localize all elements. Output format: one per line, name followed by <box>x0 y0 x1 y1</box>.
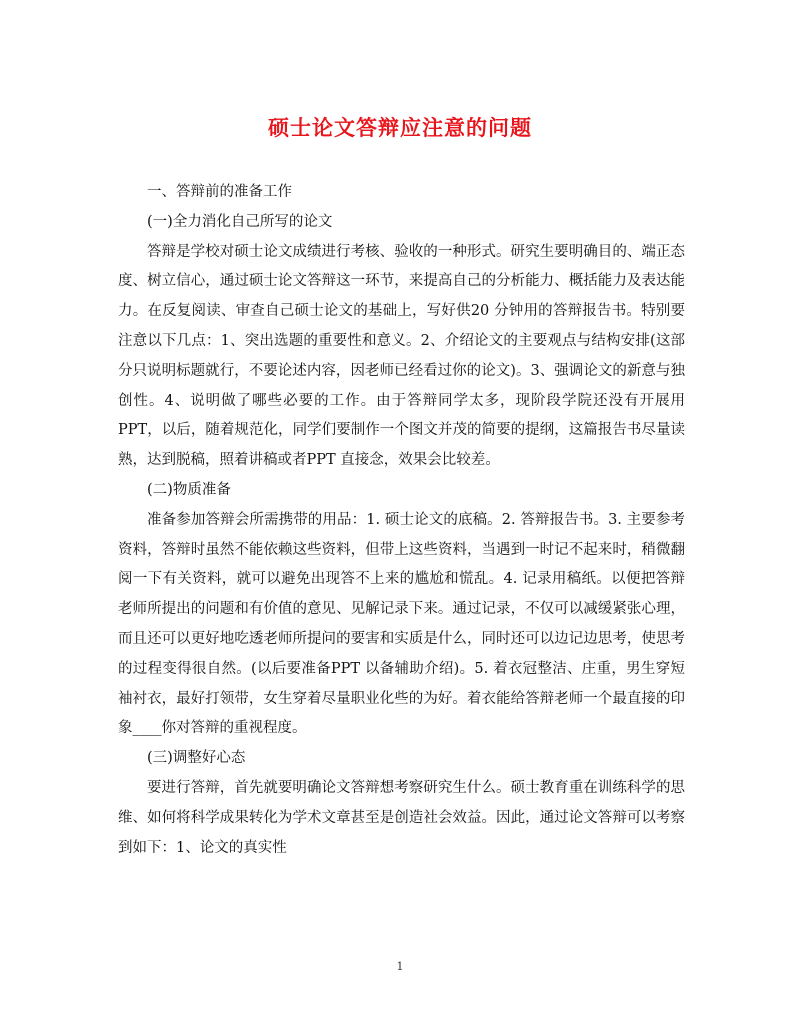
paragraph-mindset: 要进行答辩，首先就要明确论文答辩想考察研究生什么。硕士教育重在训练科学的思维、如何将科学成果转化为学术文章甚至是创造社会效益。因此，通过论文答辩可以考察到如下：1、论文的真实性 <box>118 779 685 856</box>
subsection-heading-material-prep: (二)物质准备 <box>147 481 231 498</box>
section-heading: 一、答辩前的准备工作 <box>147 184 292 200</box>
subsection-heading-digest-thesis: (一)全力消化自己所写的论文 <box>147 213 333 230</box>
paragraph-digest-thesis: 答辩是学校对硕士论文成绩进行考核、验收的一种形式。研究生要明确目的、端正态度、树立信心，通过硕士论文答辩这一环节，来提高自己的分析能力、概括能力及表达能力。在反复阅读、审查自己硕士论文的基础上，写好供20 分钟用的答辩报告书。特别要注意以下几点：1、突出选题的重要性和意义。2、介绍论文的主要观点与结构安排(这部分只说明标题就行，不要论述内容，因老师已经看过你的论文)。3、强调论文的新意与独创性。4、说明做了哪些必要的工作。由于答辩同学太多，现阶段学院还没有开展用PPT，以后，随着规范化，同学们要制作一个图文并茂的简要的提纲，这篇报告书尽量读熟，达到脱稿，照着讲稿或者PPT 直接念，效果会比较差。 <box>118 243 685 469</box>
page-number: 1 <box>396 960 404 973</box>
page-title: 硕士论文答辩应注意的问题 <box>268 115 532 140</box>
document-body <box>118 178 685 863</box>
subsection-heading-mindset: (三)调整好心态 <box>147 750 246 767</box>
paragraph-material-prep: 准备参加答辩会所需携带的用品：1. 硕士论文的底稿。2. 答辩报告书。3. 主要参考资料，答辩时虽然不能依赖这些资料，但带上这些资料，当遇到一时记不起来时，稍微翻阅一下有关资料，就可以避免出现答不上来的尴尬和慌乱。4. 记录用稿纸。以便把答辩老师所提出的问题和有价值的意见、见解记录下来。通过记录，不仅可以减缓紧张心理，而且还可以更好地吃透老师所提问的要害和实质是什么，同时还可以边记边思考，使思考的过程变得很自然。(以后要准备PPT 以备辅助介绍)。5. 着衣冠整洁、庄重，男生穿短袖衬衣，最好打领带，女生穿着尽量职业化些的为好。着衣能给答辩老师一个最直接的印象____你对答辩的重视程度。 <box>118 511 685 737</box>
